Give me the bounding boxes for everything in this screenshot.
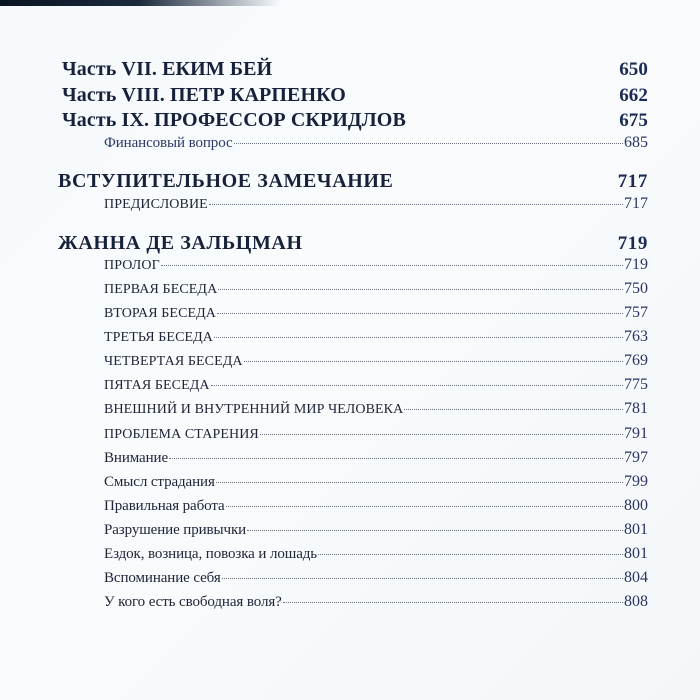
toc-part-ix[interactable]	[62, 109, 648, 132]
toc-entry-title: Вспоминание себя	[104, 570, 221, 586]
toc-entry-title: ПРОБЛЕМА СТАРЕНИЯ	[104, 427, 259, 442]
toc-entry-page: 804	[624, 569, 648, 586]
toc-entry-page: 797	[624, 449, 648, 466]
dot-leader	[395, 183, 617, 184]
toc-item[interactable]	[104, 400, 648, 418]
toc-item[interactable]	[104, 376, 648, 394]
dot-leader	[222, 577, 623, 579]
toc-item[interactable]	[104, 256, 648, 274]
toc-item-financial-question[interactable]	[104, 134, 648, 152]
dot-leader	[247, 529, 623, 531]
toc-item[interactable]	[104, 425, 648, 443]
toc-entry-title: ПЕРВАЯ БЕСЕДА	[104, 282, 218, 297]
toc-entry-title: Внимание	[104, 450, 169, 466]
toc-entry-title: Часть VII. ЕКИМ БЕЙ	[62, 58, 273, 80]
dot-leader	[283, 601, 623, 603]
dot-leader	[260, 433, 623, 435]
toc-entry-page: 675	[619, 110, 648, 131]
toc-entry-title: ТРЕТЬЯ БЕСЕДА	[104, 330, 214, 345]
toc-entry-page: 750	[624, 280, 648, 297]
dot-leader	[234, 142, 623, 144]
dot-leader	[217, 312, 623, 314]
toc-item[interactable]	[104, 569, 648, 587]
dot-leader	[273, 71, 618, 72]
toc-entry-page: 800	[624, 497, 648, 514]
toc-entry-title: Ездок, возница, повозка и лошадь	[104, 546, 318, 562]
toc-entry-title: Разрушение привычки	[104, 522, 247, 538]
toc-item[interactable]	[104, 280, 648, 298]
toc-entry-page: 763	[624, 328, 648, 345]
toc-entry-page: 757	[624, 304, 648, 321]
toc-entry-page: 808	[624, 593, 648, 610]
toc-entry-page: 717	[624, 195, 648, 212]
dot-leader	[404, 408, 623, 410]
toc-entry-title: Смысл страдания	[104, 474, 215, 490]
toc-item[interactable]	[104, 352, 648, 370]
toc-entry-page: 781	[624, 400, 648, 417]
toc-entry-title: Финансовый вопрос	[104, 135, 233, 151]
dot-leader	[244, 360, 623, 362]
toc-item[interactable]	[104, 497, 648, 515]
toc-entry-title: ЧЕТВЕРТАЯ БЕСЕДА	[104, 354, 243, 369]
dot-leader	[218, 288, 623, 290]
toc-entry-title: У кого есть свободная воля?	[104, 594, 282, 610]
dot-leader	[214, 336, 623, 338]
toc-entry-page: 801	[624, 545, 648, 562]
toc-entry-title: ВНЕШНИЙ И ВНУТРЕННИЙ МИР ЧЕЛОВЕКА	[104, 402, 404, 417]
toc-entry-page: 801	[624, 521, 648, 538]
toc-entry-page: 791	[624, 425, 648, 442]
toc-entry-page: 769	[624, 352, 648, 369]
toc-part-viii[interactable]	[62, 84, 648, 107]
toc-entry-title: ПРЕДИСЛОВИЕ	[104, 197, 208, 212]
toc-item[interactable]	[104, 304, 648, 322]
toc-item[interactable]	[104, 449, 648, 467]
dot-leader	[209, 203, 623, 205]
toc-item[interactable]	[104, 545, 648, 563]
toc-item[interactable]	[104, 521, 648, 539]
toc-entry-page: 685	[624, 134, 648, 151]
toc-entry-page: 775	[624, 376, 648, 393]
toc-part-vii[interactable]	[62, 58, 648, 81]
dot-leader	[216, 481, 623, 483]
toc-entry-title: Часть VIII. ПЕТР КАРПЕНКО	[62, 84, 346, 106]
toc-entry-page: 719	[617, 233, 648, 254]
toc-entry-title: ПРОЛОГ	[104, 258, 160, 273]
toc-section-title: ЖАННА ДЕ ЗАЛЬЦМАН	[58, 232, 303, 254]
toc-item[interactable]	[104, 473, 648, 491]
toc-item-preface[interactable]	[104, 195, 648, 213]
toc-entry-page: 719	[624, 256, 648, 273]
dot-leader	[407, 122, 618, 123]
toc-entry-title: ВТОРАЯ БЕСЕДА	[104, 306, 217, 321]
dot-leader	[304, 245, 617, 246]
toc-section-salzmann[interactable]	[58, 232, 648, 255]
toc-entry-page: 650	[619, 59, 648, 80]
toc-entry-title: ПЯТАЯ БЕСЕДА	[104, 378, 210, 393]
toc-entry-page: 799	[624, 473, 648, 490]
toc-entry-title: Правильная работа	[104, 498, 225, 514]
dot-leader	[211, 384, 623, 386]
toc-entry-page: 662	[619, 85, 648, 106]
toc-section-title: ВСТУПИТЕЛЬНОЕ ЗАМЕЧАНИЕ	[58, 170, 394, 192]
dot-leader	[169, 457, 623, 459]
toc-section-intro[interactable]	[58, 170, 648, 193]
toc-entry-title: Часть IX. ПРОФЕССОР СКРИДЛОВ	[62, 109, 406, 131]
toc-item[interactable]	[104, 328, 648, 346]
dot-leader	[347, 97, 618, 98]
toc-entry-page: 717	[617, 171, 648, 192]
dot-leader	[161, 264, 623, 266]
dot-leader	[226, 505, 623, 507]
toc-item[interactable]	[104, 593, 648, 611]
dot-leader	[318, 553, 623, 555]
